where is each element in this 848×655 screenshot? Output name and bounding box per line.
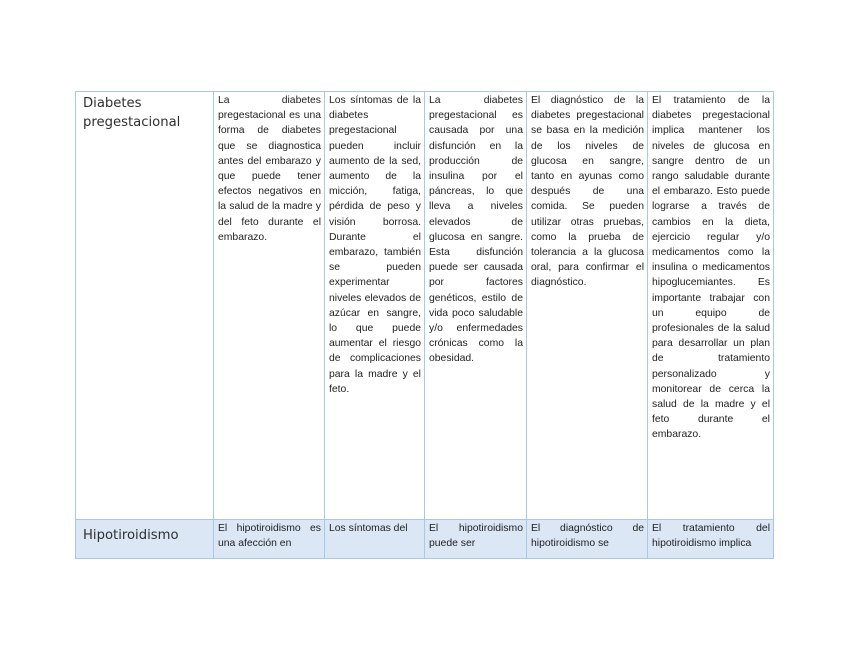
- condition-name-cell: Hipotiroidismo: [76, 520, 214, 559]
- definition-cell: La diabetes pregestacional es una forma de diabetes que se diagnostica antes del embarazo y que puede tener efectos negativos en la salud de la madre y del feto durante el embarazo.: [214, 92, 325, 520]
- condition-name-cell: Diabetes pregestacional: [76, 92, 214, 520]
- diagnosis-cell: El diagnóstico de la diabetes pregestacional se basa en la medición de los niveles de glucosa en sangre, tanto en ayunas como después de una comida. Se pueden utilizar otras pruebas, como la prueba de tolerancia a la glucosa oral, para confirmar el diagnóstico.: [527, 92, 648, 520]
- symptoms-cell: Los síntomas del: [325, 520, 425, 559]
- causes-cell: El hipotiroidismo puede ser: [425, 520, 527, 559]
- conditions-table: [75, 91, 774, 559]
- causes-cell: La diabetes pregestacional es causada por una disfunción en la producción de insulina por el páncreas, lo que lleva a niveles elevados de glucosa en sangre. Esta disfunción puede ser causada por factores genéticos, estilo de vida poco saludable y/o enfermedades crónicas como la obesidad.: [425, 92, 527, 520]
- diagnosis-cell: El diagnóstico de hipotiroidismo se: [527, 520, 648, 559]
- table-row: [76, 520, 774, 559]
- treatment-cell: El tratamiento de la diabetes pregestacional implica mantener los niveles de glucosa en sangre dentro de un rango saludable durante el embarazo. Esto puede lograrse a través de cambios en la dieta, ejercicio regular y/o medicamentos como la insulina o medicamentos hipoglucemiantes. Es importante trabajar con un equipo de profesionales de la salud para desarrollar un plan de tratamiento personalizado y monitorear de cerca la salud de la madre y el feto durante el embarazo.: [648, 92, 774, 520]
- table-row: [76, 92, 774, 520]
- symptoms-cell: Los síntomas de la diabetes pregestacional pueden incluir aumento de la sed, aumento de la micción, fatiga, pérdida de peso y visión borrosa. Durante el embarazo, también se pueden experimentar niveles elevados de azúcar en sangre, lo que puede aumentar el riesgo de complicaciones para la madre y el feto.: [325, 92, 425, 520]
- definition-cell: El hipotiroidismo es una afección en: [214, 520, 325, 559]
- treatment-cell: El tratamiento del hipotiroidismo implica: [648, 520, 774, 559]
